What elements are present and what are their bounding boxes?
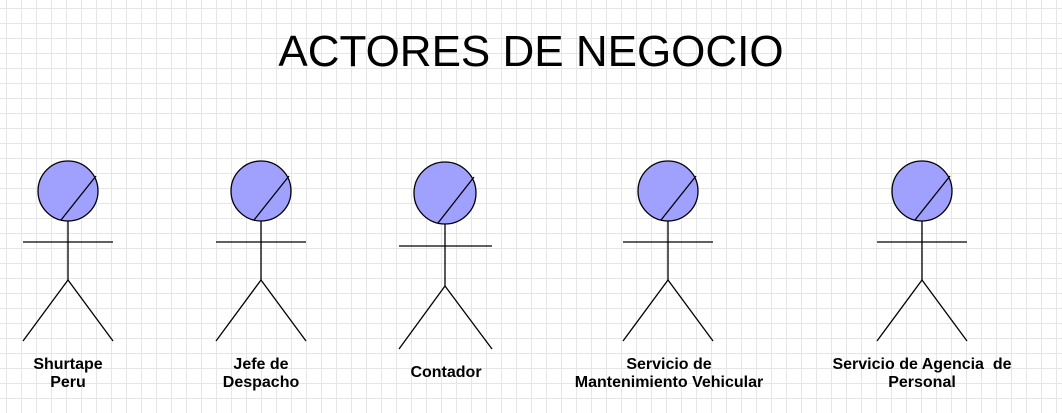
- actor-right-leg: [922, 280, 967, 341]
- actor-label-line1: Jefe de: [233, 356, 289, 373]
- actor-label-line2: Peru: [50, 374, 86, 391]
- actor-jefe-de-despacho[interactable]: [215, 160, 307, 344]
- actor-left-leg: [623, 280, 668, 341]
- actor-label-line1: Contador: [410, 364, 482, 381]
- actor-right-leg: [445, 286, 492, 349]
- diagram-title: ACTORES DE NEGOCIO: [278, 27, 784, 76]
- actor-left-leg: [23, 280, 68, 341]
- actor-label-line2: Despacho: [222, 374, 300, 391]
- actor-right-leg: [668, 280, 713, 341]
- actor-left-leg: [399, 286, 445, 349]
- actor-left-leg: [216, 280, 261, 341]
- actor-label-line2: Personal: [888, 374, 956, 391]
- actor-label-line2: Mantenimiento Vehicular: [574, 374, 764, 391]
- actor-right-leg: [68, 280, 113, 341]
- actor-servicio-mantenimiento-vehicular[interactable]: [622, 160, 714, 344]
- actor-label-line1: Servicio de Agencia de: [832, 356, 1012, 373]
- actor-label-servicio-mantenimiento-vehicular: [549, 356, 789, 392]
- actor-contador[interactable]: [398, 160, 494, 351]
- actor-label-contador: [326, 364, 566, 382]
- actor-shurtape-peru[interactable]: [22, 160, 114, 344]
- actor-label-line1: Servicio de: [626, 356, 712, 373]
- actor-label-line1: Shurtape: [33, 356, 103, 373]
- actor-label-servicio-agencia-personal: [802, 356, 1042, 392]
- actor-servicio-agencia-personal[interactable]: [876, 160, 968, 344]
- actor-left-leg: [877, 280, 922, 341]
- actor-right-leg: [261, 280, 306, 341]
